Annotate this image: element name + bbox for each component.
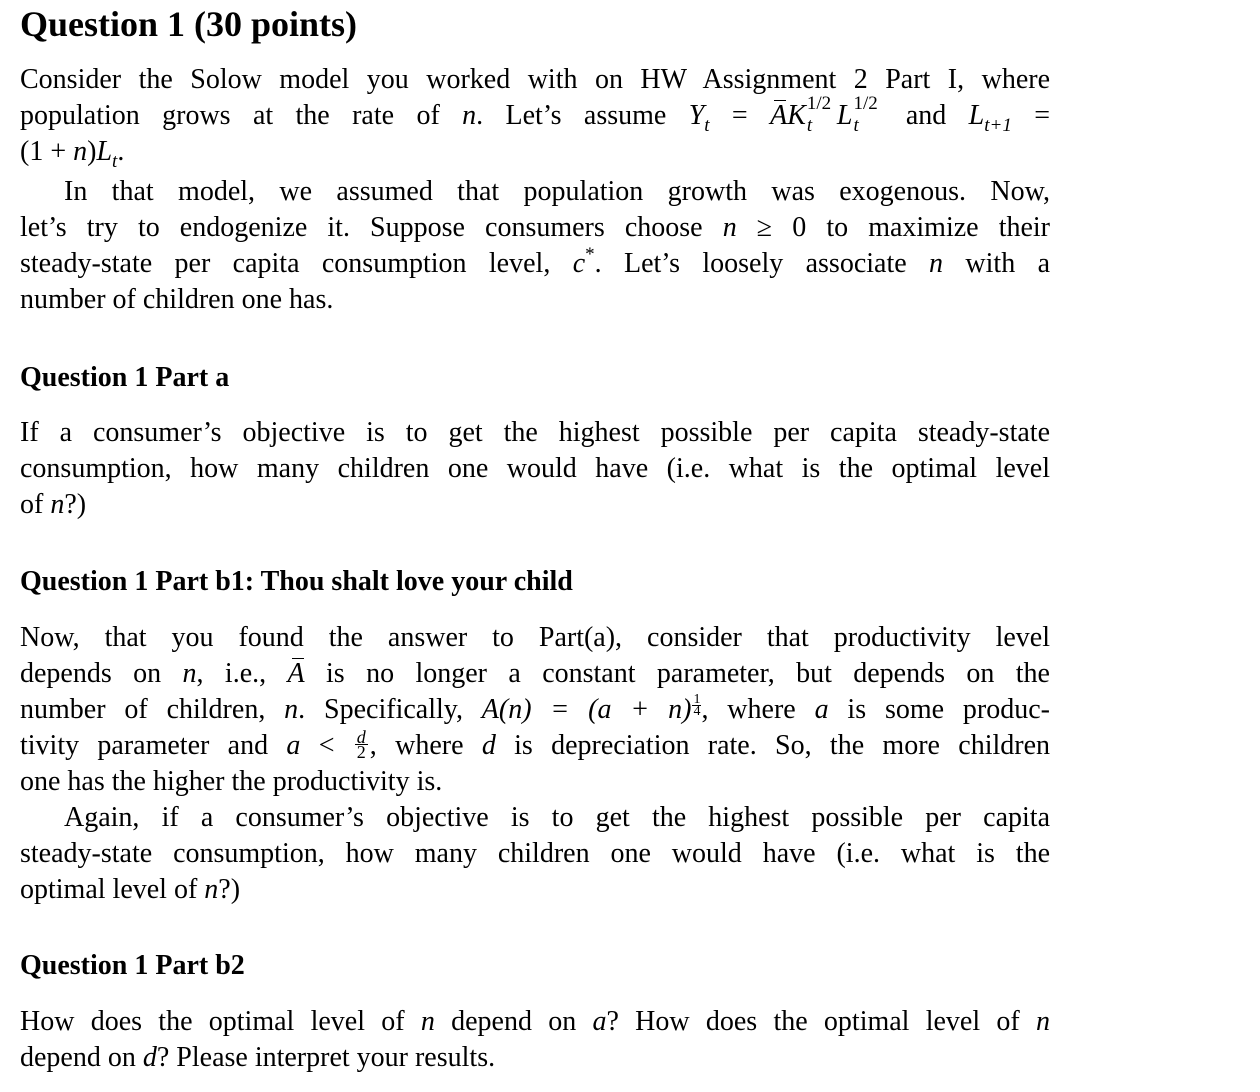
part-b2-heading: Question 1 Part b2 — [20, 950, 245, 981]
intro-paragraph-2 — [20, 174, 1050, 318]
text-line: tivity parameter and a < $\frac{d}{2}$ , where d is depreciation rate. So, the more children — [20, 727, 1051, 763]
question-title: Question 1 (30 points) — [20, 4, 358, 44]
text-line: Now, that you found the answer to Part(a), consider that productivity level — [20, 622, 1050, 653]
exponent-fraction: $\frac{1}{4}$ — [693, 692, 701, 719]
text-line: steady-state consumption, how many children one would have (i.e. what is the — [20, 838, 1050, 869]
text-line: population grows at the rate of n. Let’s assume $Y_t$ = AK 1/2 t L 1/2 t and $L_{t+1}$ = — [20, 93, 1051, 136]
part-b1-heading: Question 1 Part b1: Thou shalt love your child — [20, 566, 573, 597]
text-line: optimal level of n?) — [20, 874, 241, 905]
d-over-2-fraction: $\frac{d}{2}$ — [356, 727, 366, 763]
text-line: $(1 + n)L_t$. — [20, 136, 125, 172]
intro-paragraph — [20, 62, 1050, 170]
part-b1-paragraph — [20, 620, 1050, 908]
text-line: depends on n, i.e., A is no longer a constant parameter, but depends on the — [20, 656, 1050, 692]
text-line: of n?) — [20, 489, 87, 520]
text-line: consumption, how many children one would have (i.e. what is the optimal level — [20, 453, 1050, 484]
part-b2-paragraph — [20, 1004, 1050, 1076]
text-line: number of children, n. Specifically, A(n) = (a + n) $\frac{1}{4}$ , where a is some produc- — [20, 692, 1050, 725]
text-line: Again, if a consumer’s objective is to get the highest possible per capita — [64, 802, 1050, 833]
part-a-heading: Question 1 Part a — [20, 362, 230, 393]
text-line: Consider the Solow model you worked with on HW Assignment 2 Part I, where — [20, 64, 1050, 95]
text-line: depend on d? Please interpret your results. — [20, 1042, 496, 1073]
text-line: steady-state per capita consumption level, c*. Let’s loosely associate n with a — [20, 244, 1050, 279]
part-a-paragraph — [20, 415, 1050, 523]
text-line: one has the higher the productivity is. — [20, 766, 443, 797]
text-line: If a consumer’s objective is to get the highest possible per capita steady-state — [20, 417, 1050, 448]
text-line: How does the optimal level of n depend on a? How does the optimal level of n — [20, 1006, 1050, 1037]
text-line: number of children one has. — [20, 284, 334, 315]
text-line: let’s try to endogenize it. Suppose consumers choose n ≥ 0 to maximize their — [20, 212, 1050, 243]
text-line: In that model, we assumed that population growth was exogenous. Now, — [64, 176, 1050, 207]
